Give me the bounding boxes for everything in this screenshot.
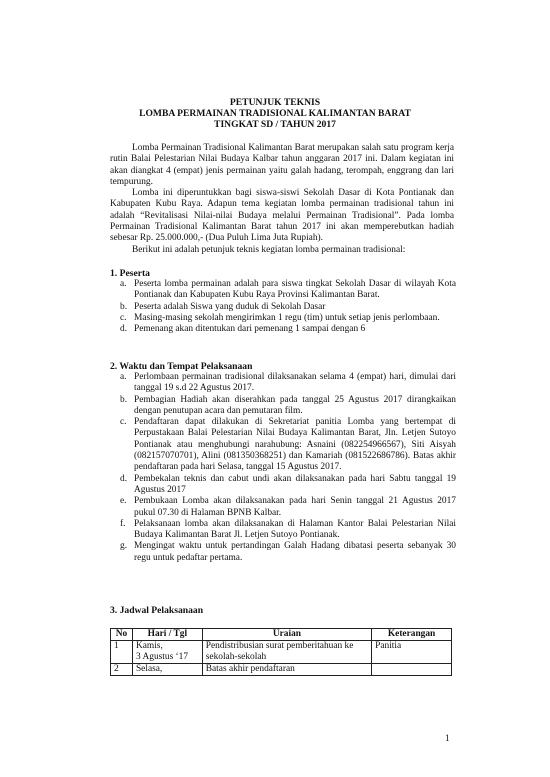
list-item: b. Peserta adalah Siswa yang duduk di Sekolah Dasar bbox=[120, 301, 326, 312]
schedule-table bbox=[110, 628, 452, 676]
cell-description: Batas akhir pendaftaran bbox=[202, 664, 371, 676]
doc-title-line-1: PETUNJUK TEKNIS bbox=[229, 97, 321, 108]
list-item: f. Pelaksanaan lomba akan dilaksanakan di Halaman Kantor Balai Pelestarian Nilai Budaya Kalimantan Barat Jl. Letjen Sutoyo Pontianak. bbox=[120, 518, 456, 541]
page-number: 1 bbox=[445, 734, 450, 744]
section-1-list bbox=[120, 279, 456, 335]
list-item: c. Masing-masing sekolah mengirimkan 1 regu (tim) untuk setiap jenis perlombaan. bbox=[120, 312, 440, 323]
section-2-list bbox=[120, 372, 456, 564]
cell-date: Kamis, 3 Agustus ‘17 bbox=[132, 641, 202, 664]
list-item: e. Pembukaan Lomba akan dilaksanakan pada hari Senin tanggal 21 Agustus 2017 pukul 07.30 di Halaman BPNB Kalbar. bbox=[120, 496, 456, 518]
list-item: b. Pembagian Hadiah akan diserahkan pada tanggal 25 Agustus 2017 dirangkaikan dengan penutupan acara dan pemutaran film. bbox=[120, 394, 456, 416]
column-header-note: Keterangan bbox=[372, 629, 452, 641]
table-header-row bbox=[111, 629, 452, 641]
column-header-date: Hari / Tgl bbox=[132, 629, 202, 641]
section-2-heading: 2. Waktu dan Tempat Pelaksanaan bbox=[110, 361, 253, 372]
section-1-heading: 1. Peserta bbox=[110, 268, 150, 279]
intro-paragraph-2: Lomba ini diperuntukkan bagi siswa-siswi Sekolah Dasar di Kota Pontianak dan Kabupaten Kubu Raya. Adapun tema kegiatan lomba permainan tradisional tahun ini adalah “Revitalisasi Nilai-nilai Budaya melalui Permainan Tradisional”. Pada lomba Permainan Tradisional Kalimantan Barat tahun 2017 ini akan memperebutkan hadiah sebesar Rp. 25.000.000,- (Dua Puluh Lima Juta Rupiah). bbox=[110, 188, 454, 244]
section-3-heading: 3. Jadwal Pelaksanaan bbox=[110, 605, 204, 616]
intro-paragraph-1: Lomba Permainan Tradisional Kalimantan Barat merupakan salah satu program kerja rutin Balai Pelestarian Nilai Budaya Kalbar tahun anggaran 2017 ini. Dalam kegiatan ini akan diangkat 4 (empat) jenis permainan yaitu galah hadang, terompah, enggrang dan lari tempurung. bbox=[110, 143, 454, 187]
cell-description: Pendistribusian surat pemberitahuan ke sekolah-sekolah bbox=[202, 641, 371, 664]
list-item: a. Peserta lomba permainan adalah para siswa tingkat Sekolah Dasar di wilayah Kota Pontianak dan Kabupaten Kubu Raya Provinsi Kalimantan Barat. bbox=[120, 279, 456, 301]
column-header-description: Uraian bbox=[202, 629, 371, 641]
table-row bbox=[111, 641, 452, 664]
cell-date: Selasa, bbox=[132, 664, 202, 676]
cell-no: 2 bbox=[111, 664, 133, 676]
table-row bbox=[111, 664, 452, 676]
list-item: g. Mengingat waktu untuk pertandingan Galah Hadang dibatasi peserta sebanyak 30 regu untuk pedaftar pertama. bbox=[120, 541, 456, 563]
list-item: c. Pendaftaran dapat dilakukan di Sekretariat panitia Lomba yang bertempat di Perpustakaan Balai Pelestarian Nilai Budaya Kalimantan Barat, Jln. Letjen Sutoyo Pontianak atau menghubungi narahubung: Asnaini (082254966567), Siti Aisyah (082157070701), Alini (081350368251) dan Kamariah (081522686786). Batas akhir pendaftaran pada hari Selasa, tanggal 15 Agustus 2017. bbox=[120, 417, 456, 473]
list-item: d. Pemenang akan ditentukan dari pemenang 1 sampai dengan 6 bbox=[120, 324, 366, 335]
intro-paragraph-3: Berikut ini adalah petunjuk teknis kegiatan lomba permainan tradisional: bbox=[132, 245, 406, 255]
cell-no: 1 bbox=[111, 641, 133, 664]
cell-note bbox=[372, 664, 452, 676]
column-header-no: No bbox=[111, 629, 133, 641]
list-item: d. Pembekalan teknis dan cabut undi akan dilaksanakan pada hari Sabtu tanggal 19 Agustus 2017 bbox=[120, 473, 456, 495]
doc-title-line-2: LOMBA PERMAINAN TRADISIONAL KALIMANTAN BARAT bbox=[139, 108, 411, 119]
doc-title-line-3: TINGKAT SD / TAHUN 2017 bbox=[214, 119, 336, 130]
list-item: a. Perlombaan permainan tradisional dilaksanakan selama 4 (empat) hari, dimulai dari tanggal 19 s.d 22 Agustus 2017. bbox=[120, 372, 456, 394]
cell-note: Panitia bbox=[372, 641, 452, 664]
